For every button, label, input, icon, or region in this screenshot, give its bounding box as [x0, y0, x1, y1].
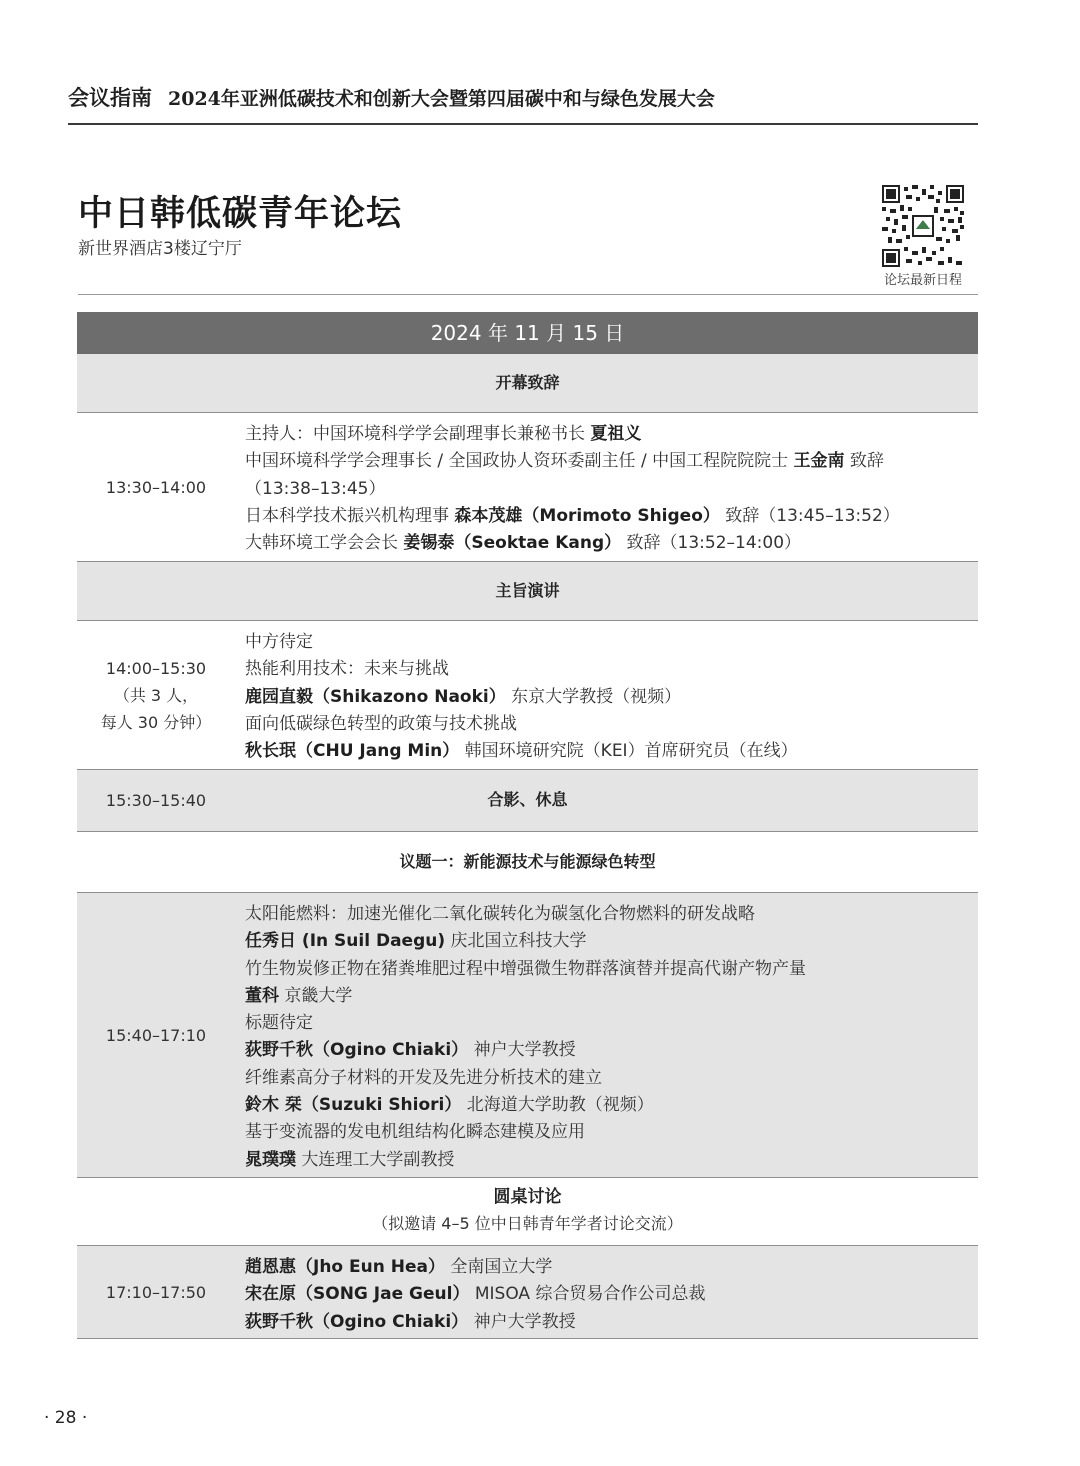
agenda-line — [245, 656, 978, 683]
opening-content — [245, 413, 978, 565]
agenda-text: 面向低碳绿色转型的政策与技术挑战 — [245, 713, 517, 734]
agenda-line — [245, 1037, 978, 1064]
agenda-line — [245, 738, 978, 765]
speaker-name: 宋在原（SONG Jae Geul） — [245, 1284, 470, 1305]
agenda-text: MISOA 综合贸易合作公司总裁 — [469, 1284, 706, 1305]
agenda-line — [245, 1147, 978, 1174]
keynote-time — [77, 621, 235, 769]
keynote-content — [245, 621, 978, 773]
speaker-name: 鹿园直毅（Shikazono Naoki） — [245, 686, 506, 707]
agenda-text: 京畿大学 — [279, 985, 353, 1006]
qr-code-icon[interactable] — [882, 185, 964, 267]
agenda-text: 太阳能燃料：加速光催化二氧化碳转化为碳氢化合物燃料的研发战略 — [245, 904, 755, 924]
agenda-line — [245, 421, 978, 448]
break-time — [77, 770, 235, 831]
speaker-name: 姜锡泰（Seoktae Kang） — [403, 533, 622, 554]
time-label: 17:10–17:50 — [105, 1282, 207, 1302]
time-label: 14:00–15:30 — [105, 658, 207, 678]
speaker-name: 荻野千秋（Ogino Chiaki） — [245, 1040, 469, 1061]
guide-label: 会议指南 — [68, 85, 152, 110]
roundtable-row — [77, 1246, 978, 1339]
agenda-line — [245, 1281, 978, 1308]
agenda-text: 热能利用技术：未来与挑战 — [245, 659, 449, 680]
agenda-line — [245, 956, 978, 983]
agenda-text: 大连理工大学副教授 — [296, 1149, 455, 1170]
page-number: · 28 · — [44, 1408, 88, 1428]
time-label: 15:30–15:40 — [105, 791, 207, 810]
agenda-line — [245, 503, 978, 530]
schedule-table — [77, 312, 978, 1339]
agenda-line — [245, 530, 978, 557]
topic1-row — [77, 893, 978, 1178]
agenda-line — [245, 1010, 978, 1037]
agenda-text: 致辞（13:52–14:00） — [621, 533, 802, 554]
break-row — [77, 770, 978, 832]
agenda-text: 纤维素高分子材料的开发及先进分析技术的建立 — [245, 1067, 602, 1088]
agenda-line — [245, 476, 978, 503]
conference-name: 2024年亚洲低碳技术和创新大会暨第四届碳中和与绿色发展大会 — [168, 88, 715, 110]
section-keynote-heading: 主旨演讲 — [77, 562, 978, 621]
agenda-line — [245, 901, 978, 928]
speaker-name: 晁璞璞 — [245, 1149, 296, 1170]
agenda-text: 神户大学教授 — [468, 1040, 576, 1061]
agenda-text: 东京大学教授（视频） — [505, 686, 682, 707]
speaker-name: 森本茂雄（Morimoto Shigeo） — [454, 505, 720, 526]
agenda-text: 致辞 — [844, 451, 884, 472]
topic1-content — [245, 893, 978, 1182]
agenda-text: 竹生物炭修正物在猪粪堆肥过程中增强微生物群落演替并提高代谢产物产量 — [245, 958, 806, 979]
agenda-line — [245, 928, 978, 955]
agenda-text: 北海道大学助教（视频） — [461, 1095, 654, 1116]
agenda-text: （13:38–13:45） — [245, 478, 386, 499]
roundtable-note: （拟邀请 4–5 位中日韩青年学者讨论交流） — [372, 1214, 683, 1233]
agenda-line — [245, 1309, 978, 1336]
agenda-text: 中方待定 — [245, 632, 313, 652]
agenda-line — [245, 448, 978, 475]
agenda-line — [245, 711, 978, 738]
agenda-line — [245, 684, 978, 711]
roundtable-heading: 圆桌讨论 — [493, 1187, 562, 1207]
agenda-line — [245, 1254, 978, 1281]
speaker-name: 秋长珉（CHU Jang Min） — [245, 741, 460, 762]
agenda-line — [245, 629, 978, 656]
agenda-text: 神户大学教授 — [468, 1311, 576, 1332]
roundtable-content — [245, 1246, 978, 1344]
agenda-line — [245, 1119, 978, 1146]
keynote-row — [77, 621, 978, 770]
speaker-name: 荻野千秋（Ogino Chiaki） — [245, 1311, 469, 1332]
agenda-text: 全南国立大学 — [445, 1257, 553, 1277]
qr-caption: 论坛最新日程 — [883, 273, 962, 288]
speaker-name: 夏祖义 — [590, 424, 642, 444]
section-opening-heading: 开幕致辞 — [77, 354, 978, 413]
running-header — [68, 82, 715, 112]
roundtable-time — [77, 1246, 235, 1338]
duration-note: 每人 30 分钟） — [100, 712, 212, 732]
agenda-text: 大韩环境工学会会长 — [245, 533, 404, 554]
agenda-line — [245, 1065, 978, 1092]
roundtable-heading-block — [77, 1178, 978, 1246]
forum-venue: 新世界酒店3楼辽宁厅 — [78, 239, 242, 259]
break-label: 合影、休息 — [487, 790, 568, 809]
speaker-name: 任秀日 (In Suil Daegu) — [245, 931, 446, 952]
time-label: 15:40–17:10 — [105, 1025, 207, 1045]
title-divider — [78, 294, 978, 295]
speaker-name: 王金南 — [793, 451, 845, 472]
section-topic1-heading: 议题一：新能源技术与能源绿色转型 — [77, 832, 978, 893]
agenda-text: 庆北国立科技大学 — [445, 931, 587, 952]
agenda-text: 致辞（13:45–13:52） — [719, 505, 900, 526]
opening-time — [77, 413, 235, 561]
speaker-name: 董科 — [245, 985, 279, 1006]
agenda-line — [245, 1092, 978, 1119]
forum-title: 中日韩低碳青年论坛 — [78, 194, 403, 234]
agenda-text: 基于变流器的发电机组结构化瞬态建模及应用 — [245, 1122, 585, 1143]
speaker-name: 鈴木 栞（Suzuki Shiori） — [245, 1095, 462, 1116]
time-label: 13:30–14:00 — [105, 477, 207, 497]
agenda-text: 标题待定 — [245, 1013, 313, 1034]
topic1-time — [77, 893, 235, 1177]
header-divider — [68, 123, 978, 125]
speaker-name: 趙恩惠（Jho Eun Hea） — [245, 1257, 445, 1277]
agenda-text: 日本科学技术振兴机构理事 — [245, 505, 455, 526]
agenda-line — [245, 983, 978, 1010]
agenda-text: 主持人：中国环境科学学会副理事长兼秘书长 — [245, 424, 591, 444]
date-bar: 2024 年 11 月 15 日 — [77, 312, 978, 354]
opening-row — [77, 413, 978, 562]
agenda-text: 韩国环境研究院（KEI）首席研究员（在线） — [459, 741, 798, 762]
speaker-count: （共 3 人， — [113, 685, 199, 705]
agenda-text: 中国环境科学学会理事长 / 全国政协人资环委副主任 / 中国工程院院院士 — [245, 451, 794, 472]
